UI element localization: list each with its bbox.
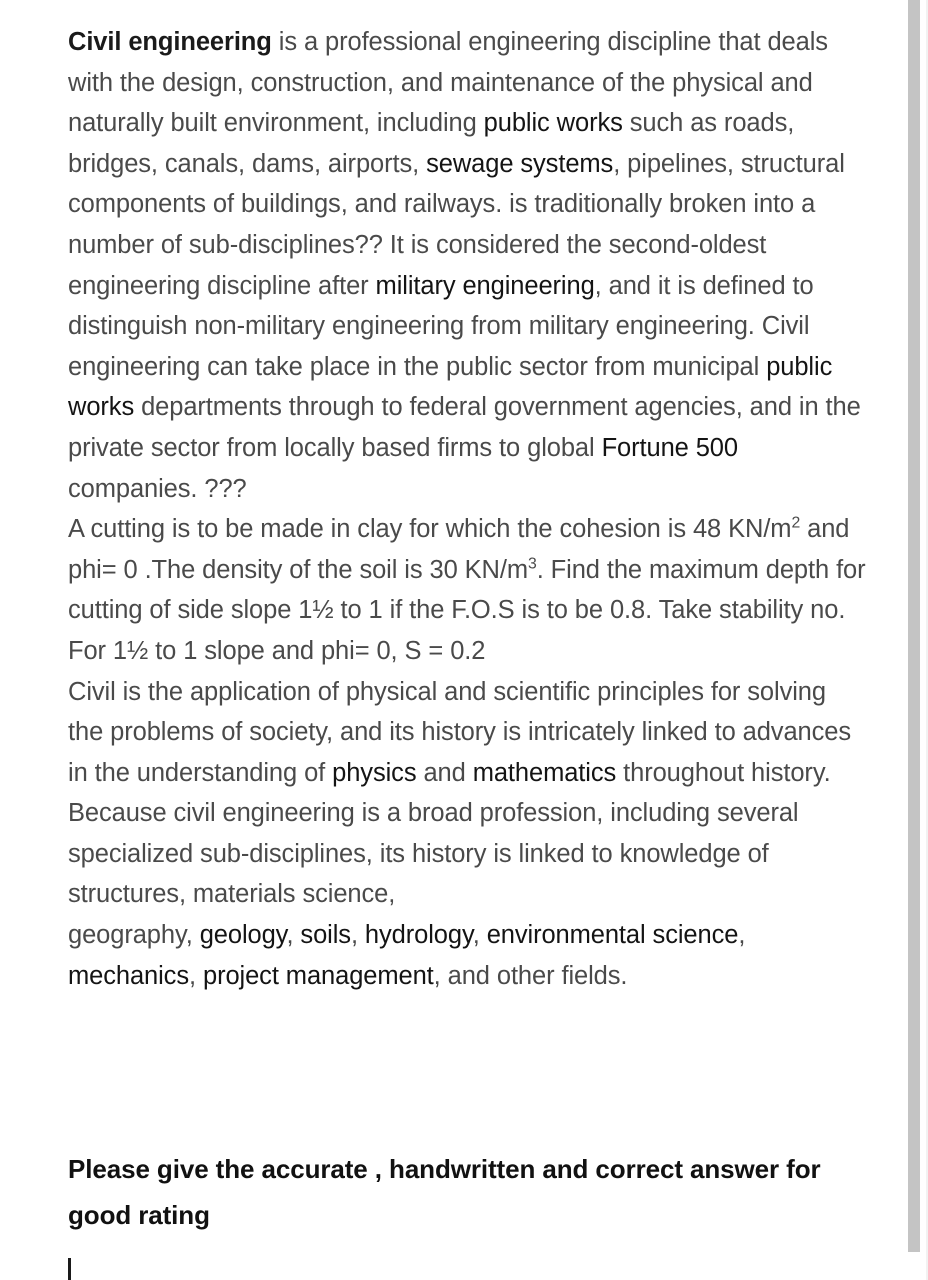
emphasized-term: mechanics: [68, 961, 189, 990]
superscript: 2: [791, 514, 801, 532]
text-run: , pipelines, structural components of buildings, and railways. is traditionally broken into a number of sub-disciplines?? It is considered the second-oldest engineering discipline after: [68, 149, 845, 300]
emphasized-term: hydrology: [364, 921, 473, 950]
text-run: Civil is the application of physical and scientific principles for solving the problems of society, and its history is intricately linked to advances in the understanding of: [68, 677, 852, 787]
text-run: ,: [350, 921, 365, 950]
emphasized-term: public works: [483, 109, 623, 138]
emphasized-term: public works: [68, 352, 833, 422]
paragraph-intro: [68, 0, 868, 509]
text-run: departments through to federal government agencies, and in the private sector from locally based firms to global: [68, 393, 861, 462]
text-run: A cutting is to be made in clay for which the cohesion is 48 KN/m: [68, 515, 792, 544]
emphasized-term: mathematics: [472, 758, 617, 787]
paragraph-problem: [68, 509, 868, 671]
emphasized-term: military engineering: [375, 271, 595, 300]
text-run: ,: [189, 961, 203, 990]
text-run: ,: [286, 921, 301, 950]
vertical-spacer: [68, 996, 868, 1146]
text-run: and phi= 0 .The density of the soil is 30 KN/m: [68, 515, 850, 584]
text-run: ,: [472, 921, 487, 950]
emphasized-term: physics: [332, 758, 417, 787]
text-run: , and other fields.: [433, 961, 628, 990]
document-content: [68, 0, 868, 1238]
emphasized-term: environmental science: [486, 921, 739, 950]
emphasized-term: geology: [199, 921, 287, 950]
text-run: , and it is defined to distinguish non-military engineering from military engineering. Civil engineering can take place in the public sector from municipal: [68, 271, 814, 381]
text-run: . Find the maximum depth for cutting of side slope 1½ to 1 if the F.O.S is to be 0.8. Take stability no. For 1½ to 1 slope and phi= 0, S = 0.2: [68, 555, 866, 665]
text-run: geography,: [68, 921, 200, 950]
emphasized-term: soils: [300, 921, 351, 950]
superscript: 3: [528, 555, 537, 573]
vertical-scrollbar-thumb[interactable]: [908, 0, 920, 1252]
emphasized-term: sewage systems: [426, 149, 614, 178]
closing-note: Please give the accurate , handwritten and correct answer for good rating: [68, 1154, 821, 1231]
vertical-scrollbar-track[interactable]: [902, 0, 928, 1280]
text-cursor-mark: [68, 1258, 71, 1280]
text-run: is a professional engineering discipline that deals with the design, construction, and maintenance of the physical and naturally built environment, including: [68, 28, 828, 138]
text-run: companies. ???: [68, 474, 247, 503]
text-run: ,: [738, 921, 746, 950]
emphasized-term: project management: [202, 961, 434, 990]
text-run: throughout history. Because civil engineering is a broad profession, including several specialized sub-disciplines, its history is linked to knowledge of structures, materials science,: [68, 758, 831, 909]
bold-lead-term: Civil engineering: [68, 28, 272, 56]
paragraph-history: [68, 672, 868, 997]
text-run: and: [416, 758, 473, 787]
text-run: such as roads, bridges, canals, dams, airports,: [68, 109, 795, 178]
emphasized-term: Fortune 500: [601, 433, 738, 462]
